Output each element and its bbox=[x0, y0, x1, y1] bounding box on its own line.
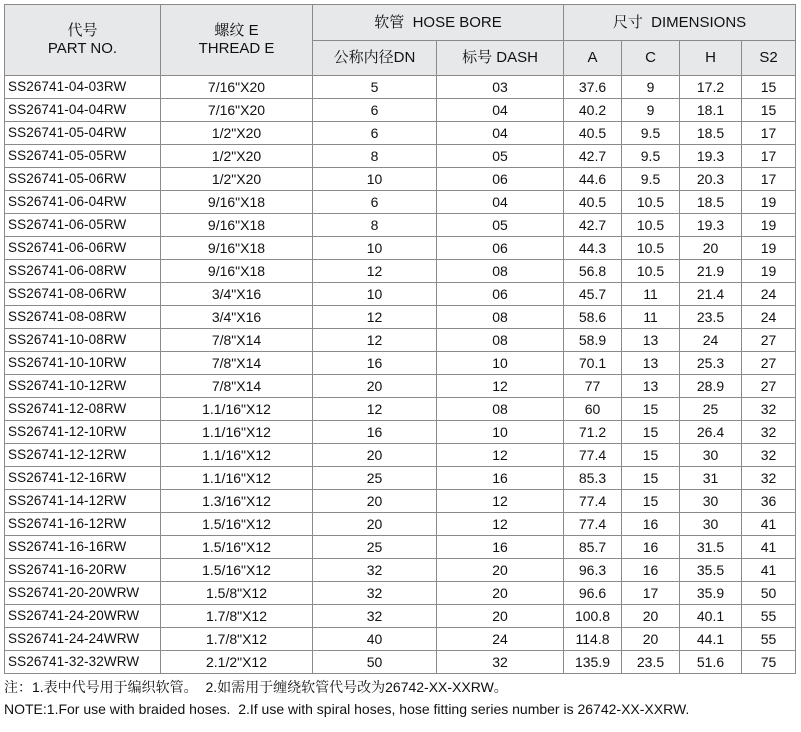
cell-thread: 9/16"X18 bbox=[161, 214, 313, 237]
table-row bbox=[5, 651, 796, 674]
table-row bbox=[5, 421, 796, 444]
header-part-no-en: PART NO. bbox=[47, 40, 118, 57]
cell-h: 18.5 bbox=[680, 191, 742, 214]
header-h: H bbox=[680, 41, 742, 76]
cell-s2: 32 bbox=[742, 467, 796, 490]
cell-a: 96.6 bbox=[564, 582, 622, 605]
cell-h: 19.3 bbox=[680, 214, 742, 237]
cell-a: 70.1 bbox=[564, 352, 622, 375]
table-row bbox=[5, 329, 796, 352]
table-row bbox=[5, 536, 796, 559]
cell-h: 24 bbox=[680, 329, 742, 352]
table-row bbox=[5, 260, 796, 283]
cell-dash: 06 bbox=[437, 237, 564, 260]
cell-thread: 1.5/16"X12 bbox=[161, 559, 313, 582]
cell-dash: 08 bbox=[437, 329, 564, 352]
cell-a: 42.7 bbox=[564, 145, 622, 168]
cell-h: 31 bbox=[680, 467, 742, 490]
cell-thread: 1.3/16"X12 bbox=[161, 490, 313, 513]
cell-c: 11 bbox=[622, 283, 680, 306]
cell-part-no: SS26741-06-04RW bbox=[5, 191, 161, 214]
cell-c: 10.5 bbox=[622, 260, 680, 283]
cell-thread: 7/8"X14 bbox=[161, 329, 313, 352]
cell-a: 42.7 bbox=[564, 214, 622, 237]
cell-dn: 25 bbox=[313, 536, 437, 559]
cell-h: 30 bbox=[680, 513, 742, 536]
cell-a: 77.4 bbox=[564, 444, 622, 467]
cell-dash: 10 bbox=[437, 421, 564, 444]
cell-dn: 40 bbox=[313, 628, 437, 651]
cell-dn: 12 bbox=[313, 260, 437, 283]
cell-thread: 1/2"X20 bbox=[161, 122, 313, 145]
cell-h: 18.5 bbox=[680, 122, 742, 145]
cell-h: 25.3 bbox=[680, 352, 742, 375]
cell-thread: 1.5/16"X12 bbox=[161, 536, 313, 559]
cell-part-no: SS26741-05-05RW bbox=[5, 145, 161, 168]
table-row bbox=[5, 214, 796, 237]
table-row bbox=[5, 605, 796, 628]
cell-dash: 12 bbox=[437, 513, 564, 536]
cell-thread: 9/16"X18 bbox=[161, 237, 313, 260]
cell-dn: 32 bbox=[313, 559, 437, 582]
cell-thread: 3/4"X16 bbox=[161, 306, 313, 329]
cell-c: 17 bbox=[622, 582, 680, 605]
cell-dn: 5 bbox=[313, 76, 437, 99]
cell-h: 21.4 bbox=[680, 283, 742, 306]
cell-c: 10.5 bbox=[622, 237, 680, 260]
table-row bbox=[5, 352, 796, 375]
notes bbox=[4, 676, 799, 720]
cell-dn: 6 bbox=[313, 122, 437, 145]
cell-thread: 3/4"X16 bbox=[161, 283, 313, 306]
cell-part-no: SS26741-12-10RW bbox=[5, 421, 161, 444]
header-part-no bbox=[5, 5, 161, 76]
cell-dash: 05 bbox=[437, 214, 564, 237]
cell-c: 20 bbox=[622, 628, 680, 651]
cell-dn: 10 bbox=[313, 283, 437, 306]
cell-c: 15 bbox=[622, 444, 680, 467]
cell-dn: 10 bbox=[313, 168, 437, 191]
cell-a: 60 bbox=[564, 398, 622, 421]
cell-thread: 1.5/16"X12 bbox=[161, 513, 313, 536]
cell-c: 13 bbox=[622, 329, 680, 352]
cell-part-no: SS26741-24-20WRW bbox=[5, 605, 161, 628]
cell-a: 56.8 bbox=[564, 260, 622, 283]
cell-part-no: SS26741-06-08RW bbox=[5, 260, 161, 283]
cell-thread: 1.1/16"X12 bbox=[161, 444, 313, 467]
cell-a: 114.8 bbox=[564, 628, 622, 651]
cell-dash: 32 bbox=[437, 651, 564, 674]
cell-s2: 19 bbox=[742, 214, 796, 237]
cell-dash: 04 bbox=[437, 99, 564, 122]
cell-s2: 75 bbox=[742, 651, 796, 674]
cell-a: 40.5 bbox=[564, 191, 622, 214]
cell-thread: 1.1/16"X12 bbox=[161, 421, 313, 444]
cell-thread: 1.1/16"X12 bbox=[161, 398, 313, 421]
cell-part-no: SS26741-12-08RW bbox=[5, 398, 161, 421]
cell-part-no: SS26741-10-10RW bbox=[5, 352, 161, 375]
cell-part-no: SS26741-04-03RW bbox=[5, 76, 161, 99]
cell-dn: 20 bbox=[313, 513, 437, 536]
cell-c: 16 bbox=[622, 536, 680, 559]
cell-part-no: SS26741-12-16RW bbox=[5, 467, 161, 490]
cell-h: 19.3 bbox=[680, 145, 742, 168]
cell-a: 85.7 bbox=[564, 536, 622, 559]
cell-c: 20 bbox=[622, 605, 680, 628]
cell-h: 20 bbox=[680, 237, 742, 260]
table-row bbox=[5, 490, 796, 513]
header-part-no-zh: 代号 bbox=[67, 22, 98, 39]
cell-s2: 55 bbox=[742, 628, 796, 651]
cell-c: 16 bbox=[622, 559, 680, 582]
cell-part-no: SS26741-20-20WRW bbox=[5, 582, 161, 605]
cell-c: 10.5 bbox=[622, 214, 680, 237]
cell-a: 37.6 bbox=[564, 76, 622, 99]
cell-h: 30 bbox=[680, 444, 742, 467]
table-row bbox=[5, 444, 796, 467]
cell-a: 40.5 bbox=[564, 122, 622, 145]
cell-dn: 20 bbox=[313, 444, 437, 467]
cell-s2: 41 bbox=[742, 559, 796, 582]
table-row bbox=[5, 559, 796, 582]
cell-a: 85.3 bbox=[564, 467, 622, 490]
cell-dash: 08 bbox=[437, 306, 564, 329]
cell-dash: 20 bbox=[437, 559, 564, 582]
cell-dash: 20 bbox=[437, 582, 564, 605]
cell-dash: 06 bbox=[437, 283, 564, 306]
cell-dn: 12 bbox=[313, 398, 437, 421]
cell-dash: 04 bbox=[437, 122, 564, 145]
table-row bbox=[5, 467, 796, 490]
cell-dash: 12 bbox=[437, 375, 564, 398]
cell-part-no: SS26741-16-20RW bbox=[5, 559, 161, 582]
header-dimensions: 尺寸 DIMENSIONS bbox=[564, 5, 796, 41]
cell-h: 26.4 bbox=[680, 421, 742, 444]
cell-h: 30 bbox=[680, 490, 742, 513]
cell-h: 31.5 bbox=[680, 536, 742, 559]
cell-c: 9.5 bbox=[622, 122, 680, 145]
table-row bbox=[5, 628, 796, 651]
cell-part-no: SS26741-12-12RW bbox=[5, 444, 161, 467]
cell-part-no: SS26741-14-12RW bbox=[5, 490, 161, 513]
cell-s2: 32 bbox=[742, 421, 796, 444]
cell-s2: 15 bbox=[742, 99, 796, 122]
cell-thread: 1.7/8"X12 bbox=[161, 628, 313, 651]
cell-thread: 7/8"X14 bbox=[161, 375, 313, 398]
cell-a: 77.4 bbox=[564, 490, 622, 513]
cell-s2: 24 bbox=[742, 306, 796, 329]
spec-table bbox=[4, 4, 796, 674]
cell-part-no: SS26741-04-04RW bbox=[5, 99, 161, 122]
cell-part-no: SS26741-10-08RW bbox=[5, 329, 161, 352]
cell-dn: 12 bbox=[313, 306, 437, 329]
cell-part-no: SS26741-08-08RW bbox=[5, 306, 161, 329]
cell-c: 13 bbox=[622, 352, 680, 375]
cell-dn: 16 bbox=[313, 421, 437, 444]
cell-s2: 32 bbox=[742, 444, 796, 467]
cell-dn: 8 bbox=[313, 145, 437, 168]
header-thread-zh: 螺纹 E bbox=[214, 22, 259, 39]
cell-s2: 17 bbox=[742, 168, 796, 191]
table-row bbox=[5, 513, 796, 536]
cell-c: 11 bbox=[622, 306, 680, 329]
header-dn: 公称内径DN bbox=[313, 41, 437, 76]
cell-part-no: SS26741-08-06RW bbox=[5, 283, 161, 306]
cell-s2: 27 bbox=[742, 329, 796, 352]
header-thread-en: THREAD E bbox=[198, 40, 275, 57]
cell-c: 23.5 bbox=[622, 651, 680, 674]
cell-h: 51.6 bbox=[680, 651, 742, 674]
cell-thread: 2.1/2"X12 bbox=[161, 651, 313, 674]
cell-thread: 7/16"X20 bbox=[161, 99, 313, 122]
cell-thread: 1.7/8"X12 bbox=[161, 605, 313, 628]
cell-dn: 32 bbox=[313, 582, 437, 605]
cell-thread: 7/16"X20 bbox=[161, 76, 313, 99]
cell-thread: 9/16"X18 bbox=[161, 260, 313, 283]
cell-s2: 17 bbox=[742, 122, 796, 145]
cell-dash: 08 bbox=[437, 260, 564, 283]
table-row bbox=[5, 398, 796, 421]
cell-a: 58.6 bbox=[564, 306, 622, 329]
cell-c: 9.5 bbox=[622, 145, 680, 168]
cell-h: 35.5 bbox=[680, 559, 742, 582]
cell-dash: 03 bbox=[437, 76, 564, 99]
spec-table-container bbox=[4, 4, 795, 674]
cell-a: 58.9 bbox=[564, 329, 622, 352]
cell-a: 135.9 bbox=[564, 651, 622, 674]
cell-dash: 04 bbox=[437, 191, 564, 214]
cell-s2: 36 bbox=[742, 490, 796, 513]
cell-a: 40.2 bbox=[564, 99, 622, 122]
cell-c: 15 bbox=[622, 421, 680, 444]
cell-dash: 05 bbox=[437, 145, 564, 168]
note-en: NOTE:1.For use with braided hoses. 2.If use with spiral hoses, hose fitting series number is 26742-XX-XXRW. bbox=[4, 701, 690, 717]
cell-dash: 10 bbox=[437, 352, 564, 375]
cell-s2: 19 bbox=[742, 191, 796, 214]
cell-s2: 27 bbox=[742, 375, 796, 398]
cell-h: 21.9 bbox=[680, 260, 742, 283]
cell-s2: 50 bbox=[742, 582, 796, 605]
cell-h: 20.3 bbox=[680, 168, 742, 191]
cell-s2: 27 bbox=[742, 352, 796, 375]
cell-dn: 20 bbox=[313, 375, 437, 398]
header-thread bbox=[161, 5, 313, 76]
table-row bbox=[5, 122, 796, 145]
table-row bbox=[5, 99, 796, 122]
table-body bbox=[5, 76, 796, 674]
cell-c: 15 bbox=[622, 490, 680, 513]
cell-a: 100.8 bbox=[564, 605, 622, 628]
cell-c: 9 bbox=[622, 76, 680, 99]
cell-a: 96.3 bbox=[564, 559, 622, 582]
cell-dn: 50 bbox=[313, 651, 437, 674]
table-row bbox=[5, 76, 796, 99]
cell-s2: 41 bbox=[742, 513, 796, 536]
table-row bbox=[5, 168, 796, 191]
header-c: C bbox=[622, 41, 680, 76]
cell-h: 17.2 bbox=[680, 76, 742, 99]
table-row bbox=[5, 375, 796, 398]
cell-s2: 24 bbox=[742, 283, 796, 306]
cell-dash: 12 bbox=[437, 444, 564, 467]
cell-s2: 41 bbox=[742, 536, 796, 559]
cell-dn: 16 bbox=[313, 352, 437, 375]
cell-s2: 15 bbox=[742, 76, 796, 99]
cell-h: 35.9 bbox=[680, 582, 742, 605]
cell-c: 10.5 bbox=[622, 191, 680, 214]
cell-part-no: SS26741-16-16RW bbox=[5, 536, 161, 559]
cell-c: 15 bbox=[622, 398, 680, 421]
table-row bbox=[5, 191, 796, 214]
header-a: A bbox=[564, 41, 622, 76]
cell-dn: 6 bbox=[313, 191, 437, 214]
cell-s2: 19 bbox=[742, 260, 796, 283]
cell-c: 16 bbox=[622, 513, 680, 536]
cell-h: 28.9 bbox=[680, 375, 742, 398]
cell-s2: 19 bbox=[742, 237, 796, 260]
cell-s2: 17 bbox=[742, 145, 796, 168]
cell-h: 40.1 bbox=[680, 605, 742, 628]
cell-thread: 9/16"X18 bbox=[161, 191, 313, 214]
cell-thread: 7/8"X14 bbox=[161, 352, 313, 375]
cell-a: 44.6 bbox=[564, 168, 622, 191]
cell-c: 13 bbox=[622, 375, 680, 398]
cell-dash: 12 bbox=[437, 490, 564, 513]
cell-a: 77.4 bbox=[564, 513, 622, 536]
cell-part-no: SS26741-06-05RW bbox=[5, 214, 161, 237]
cell-dash: 16 bbox=[437, 536, 564, 559]
cell-thread: 1/2"X20 bbox=[161, 168, 313, 191]
table-row bbox=[5, 237, 796, 260]
cell-dn: 20 bbox=[313, 490, 437, 513]
cell-part-no: SS26741-24-24WRW bbox=[5, 628, 161, 651]
cell-dash: 16 bbox=[437, 467, 564, 490]
cell-s2: 55 bbox=[742, 605, 796, 628]
cell-h: 18.1 bbox=[680, 99, 742, 122]
note-zh: 注：1.表中代号用于编织软管。 2.如需用于缠绕软管代号改为26742-XX-XXRW。 bbox=[4, 679, 508, 695]
cell-part-no: SS26741-32-32WRW bbox=[5, 651, 161, 674]
cell-dn: 32 bbox=[313, 605, 437, 628]
cell-dash: 20 bbox=[437, 605, 564, 628]
cell-dash: 08 bbox=[437, 398, 564, 421]
cell-part-no: SS26741-05-04RW bbox=[5, 122, 161, 145]
cell-a: 71.2 bbox=[564, 421, 622, 444]
cell-c: 15 bbox=[622, 467, 680, 490]
table-row bbox=[5, 145, 796, 168]
cell-h: 25 bbox=[680, 398, 742, 421]
cell-dash: 06 bbox=[437, 168, 564, 191]
table-row bbox=[5, 306, 796, 329]
cell-c: 9.5 bbox=[622, 168, 680, 191]
cell-thread: 1/2"X20 bbox=[161, 145, 313, 168]
cell-a: 44.3 bbox=[564, 237, 622, 260]
cell-h: 23.5 bbox=[680, 306, 742, 329]
table-header bbox=[5, 5, 796, 76]
cell-part-no: SS26741-05-06RW bbox=[5, 168, 161, 191]
cell-dn: 12 bbox=[313, 329, 437, 352]
cell-dn: 6 bbox=[313, 99, 437, 122]
cell-dn: 25 bbox=[313, 467, 437, 490]
cell-thread: 1.5/8"X12 bbox=[161, 582, 313, 605]
cell-a: 77 bbox=[564, 375, 622, 398]
header-s2: S2 bbox=[742, 41, 796, 76]
table-row bbox=[5, 283, 796, 306]
cell-part-no: SS26741-10-12RW bbox=[5, 375, 161, 398]
cell-part-no: SS26741-06-06RW bbox=[5, 237, 161, 260]
cell-h: 44.1 bbox=[680, 628, 742, 651]
header-hose-bore: 软管 HOSE BORE bbox=[313, 5, 564, 41]
cell-c: 9 bbox=[622, 99, 680, 122]
cell-s2: 32 bbox=[742, 398, 796, 421]
table-row bbox=[5, 582, 796, 605]
header-dash: 标号 DASH bbox=[437, 41, 564, 76]
cell-part-no: SS26741-16-12RW bbox=[5, 513, 161, 536]
cell-dn: 8 bbox=[313, 214, 437, 237]
cell-thread: 1.1/16"X12 bbox=[161, 467, 313, 490]
cell-dash: 24 bbox=[437, 628, 564, 651]
cell-a: 45.7 bbox=[564, 283, 622, 306]
cell-dn: 10 bbox=[313, 237, 437, 260]
